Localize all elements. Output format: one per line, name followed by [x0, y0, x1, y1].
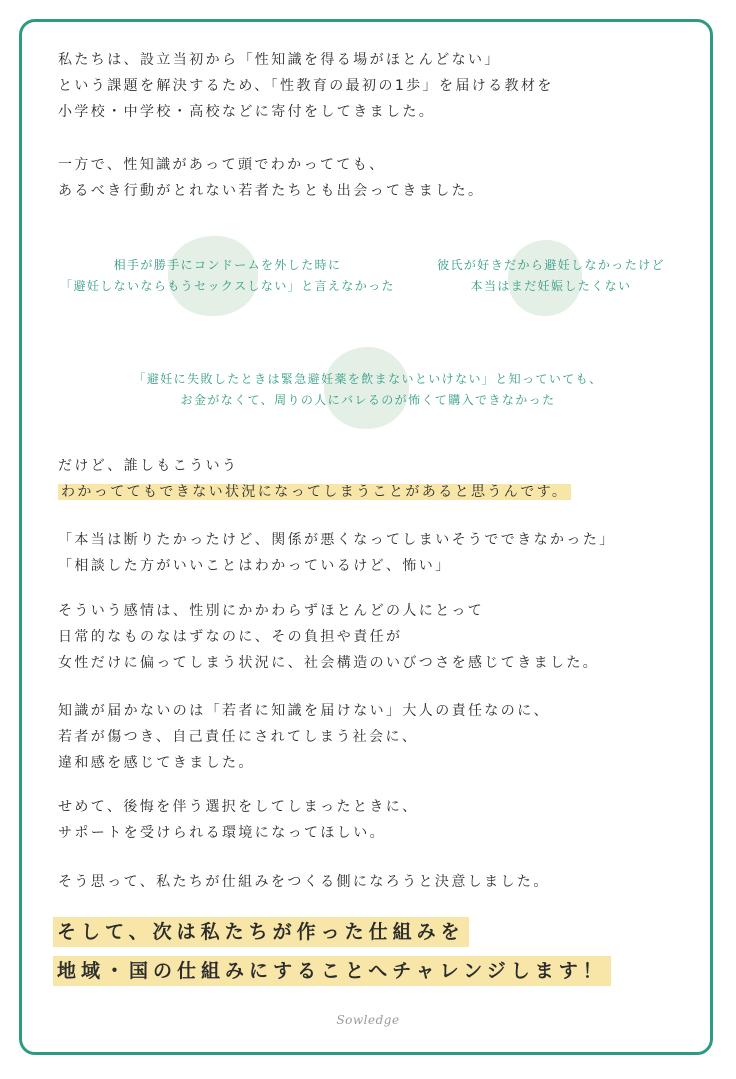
- text-line: [58, 479, 571, 505]
- text-line: 日常的なものなはずなのに、その負担や責任が: [58, 629, 403, 645]
- challenge-statement: [53, 917, 611, 995]
- common-situation-paragraph: [58, 453, 571, 505]
- highlighted-text: わかっててもできない状況になってしまうことがあると思うんです。: [58, 484, 571, 500]
- text-line: せめて、後悔を伴う選択をしてしまったときに、: [58, 799, 419, 815]
- quote-line: 彼氏が好きだから避妊しなかったけど: [437, 258, 665, 272]
- text-line: サポートを受けられる環境になってほしい。: [58, 825, 386, 841]
- quote-bubble: [410, 255, 692, 297]
- text-line: 「相談した方がいいことはわかっているけど、怖い」: [58, 558, 452, 574]
- quote-bubble: [80, 369, 656, 411]
- text-line: 違和感を感じてきました。: [58, 755, 255, 771]
- text-line: だけど、誰しもこういう: [58, 458, 239, 474]
- quote-line: お金がなくて、周りの人にバレるのが怖くて購入できなかった: [180, 393, 556, 407]
- intro-paragraph: [58, 47, 554, 125]
- quote-line: 本当はまだ妊娠したくない: [470, 279, 632, 293]
- sowledge-logo: Sowledge: [336, 1013, 400, 1027]
- quote-line: 「避妊に失敗したときは緊急避妊薬を飲まないといけない」と知っていても、: [133, 372, 603, 386]
- text-line: あるべき行動がとれない若者たちとも出会ってきました。: [58, 183, 485, 199]
- support-paragraph: [58, 794, 419, 846]
- text-line: 小学校・中学校・高校などに寄付をしてきました。: [58, 104, 436, 120]
- encounter-paragraph: [58, 152, 484, 204]
- text-line: そういう感情は、性別にかかわらずほとんどの人にとって: [58, 603, 485, 619]
- social-structure-paragraph: [58, 598, 599, 676]
- quote-bubble: [50, 255, 405, 297]
- text-line: 女性だけに偏ってしまう状況に、社会構造のいびつさを感じてきました。: [58, 655, 600, 671]
- text-line: 一方で、性知識があって頭でわかってても、: [58, 157, 386, 173]
- text-line: という課題を解決するため、「性教育の最初の1歩」を届ける教材を: [58, 78, 554, 94]
- quote-line: 相手が勝手にコンドームを外した時に: [113, 258, 342, 272]
- text-line: そう思って、私たちが仕組みをつくる側になろうと決意しました。: [58, 874, 550, 890]
- quote-line: 「避妊しないならもうセックスしない」と言えなかった: [60, 279, 395, 293]
- text-line: 私たちは、設立当初から「性知識を得る場がほとんどない」: [58, 52, 501, 68]
- text-line: 「本当は断りたかったけど、関係が悪くなってしまいそうでできなかった」: [58, 532, 616, 548]
- highlighted-heading-line: 地域・国の仕組みにすることへチャレンジします！: [53, 956, 611, 986]
- text-line: 若者が傷つき、自己責任にされてしまう社会に、: [58, 729, 419, 745]
- voices-paragraph: [58, 527, 616, 579]
- responsibility-paragraph: [58, 698, 550, 776]
- text-line: 知識が届かないのは「若者に知識を届けない」大人の責任なのに、: [58, 703, 550, 719]
- highlighted-heading-line: そして、次は私たちが作った仕組みを: [53, 917, 469, 947]
- decision-paragraph: [58, 869, 550, 895]
